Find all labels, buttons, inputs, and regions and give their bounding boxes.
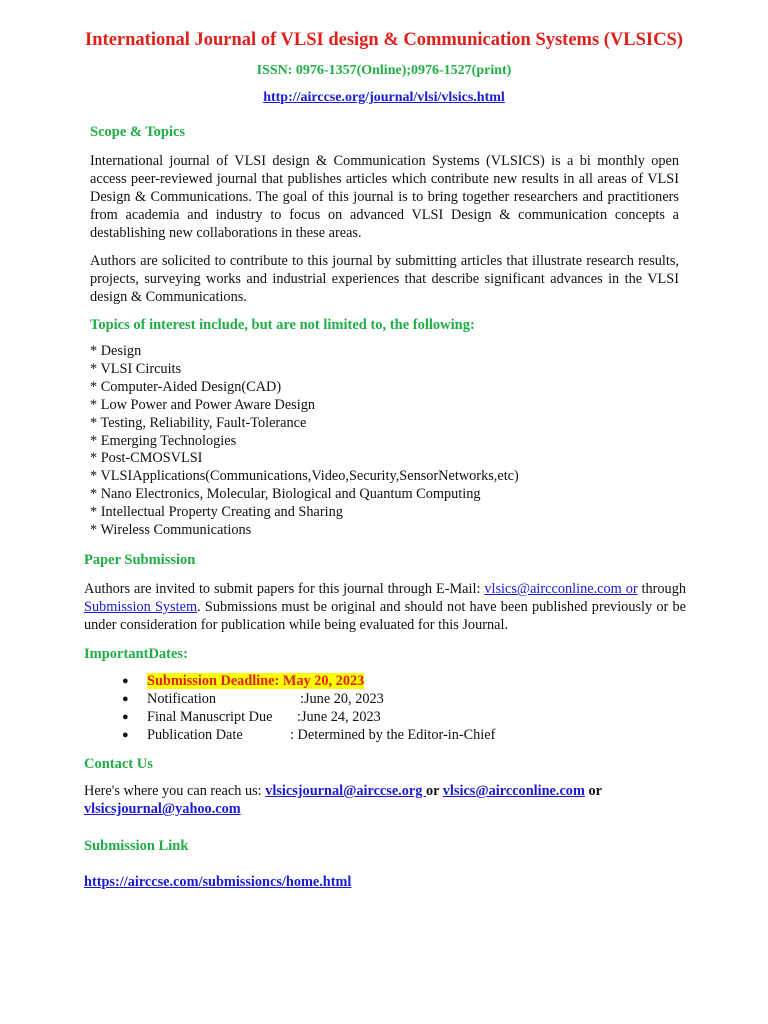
important-dates-list	[110, 672, 495, 744]
submission-heading: Paper Submission	[84, 552, 196, 568]
scope-paragraph-2: Authors are solicited to contribute to this journal by submitting articles that illustrate research results, projects, surveying works and industrial experiences that describe significant advances in the VLSI design & Communications.	[90, 253, 679, 305]
topics-heading: Topics of interest include, but are not limited to, the following:	[90, 317, 475, 333]
deadline-highlight: Submission Deadline: May 20, 2023	[147, 673, 365, 689]
journal-url-line	[0, 89, 768, 107]
contact-paragraph	[84, 782, 686, 818]
bullet-icon: ●	[122, 693, 129, 705]
topic-item: * Emerging Technologies	[90, 432, 237, 449]
topic-item: * Intellectual Property Creating and Sharing	[90, 504, 343, 521]
contact-email-1-link[interactable]: vlsicsjournal@airccse.org	[265, 783, 426, 799]
important-dates-heading: ImportantDates:	[84, 646, 188, 662]
contact-email-3-link[interactable]: vlsicsjournal@yahoo.com	[84, 801, 241, 817]
deadline-item	[110, 672, 495, 690]
topics-list	[90, 343, 519, 540]
bullet-icon: ●	[122, 675, 129, 687]
submission-paragraph	[84, 580, 686, 634]
topic-item: * Low Power and Power Aware Design	[90, 396, 316, 413]
submission-text-1: Authors are invited to submit papers for this journal through E-Mail:	[84, 581, 485, 597]
date-label: Publication Date	[147, 727, 243, 743]
topic-item: * VLSIApplications(Communications,Video,Security,SensorNetworks,etc)	[90, 468, 519, 485]
submission-link-line	[84, 873, 351, 891]
topic-item: * Post-CMOSVLSI	[90, 450, 203, 467]
date-value: : Determined by the Editor-in-Chief	[290, 727, 496, 743]
topic-item: * Wireless Communications	[90, 522, 252, 539]
submission-email-link[interactable]: vlsics@aircconline.com or	[484, 581, 638, 597]
topic-item: * Testing, Reliability, Fault-Tolerance	[90, 414, 307, 431]
topic-item: * Computer-Aided Design(CAD)	[90, 378, 282, 395]
date-label: Notification	[147, 691, 217, 707]
topic-item: * VLSI Circuits	[90, 360, 182, 377]
issn-line: ISSN: 0976-1357(Online);0976-1527(print)	[256, 63, 512, 78]
contact-email-2-link[interactable]: vlsics@aircconline.com	[442, 783, 585, 799]
date-value: :June 24, 2023	[297, 709, 381, 725]
bullet-icon: ●	[122, 729, 129, 741]
submission-text-2: through	[641, 581, 687, 597]
contact-intro: Here's where you can reach us:	[84, 783, 266, 799]
date-item	[110, 708, 495, 726]
contact-heading: Contact Us	[84, 756, 153, 772]
submission-text-3: . Submissions must be original and should not have been published previously or be under consideration for publication while being evaluated for this Journal.	[84, 599, 687, 633]
submission-system-link[interactable]: Submission System	[84, 599, 198, 615]
date-item	[110, 690, 495, 708]
contact-or-2: or	[584, 783, 602, 799]
bullet-icon: ●	[122, 711, 129, 723]
scope-heading: Scope & Topics	[90, 124, 186, 140]
topic-item: * Nano Electronics, Molecular, Biological and Quantum Computing	[90, 486, 481, 503]
date-label: Final Manuscript Due	[147, 709, 273, 725]
date-item	[110, 726, 495, 744]
journal-url-link[interactable]: http://airccse.org/journal/vlsi/vlsics.html	[263, 90, 505, 105]
topic-item: * Design	[90, 343, 142, 359]
journal-title: International Journal of VLSI design & Communication Systems (VLSICS)	[85, 30, 683, 50]
date-value: :June 20, 2023	[300, 691, 384, 707]
submission-url-link[interactable]: https://airccse.com/submissioncs/home.html	[84, 874, 352, 890]
submission-link-heading: Submission Link	[84, 838, 189, 854]
scope-paragraph-1: International journal of VLSI design & Communication Systems (VLSICS) is a bi monthly open access peer-reviewed journal that publishes articles which contribute new results in all areas of VLSI Design & Communications. The goal of this journal is to bring together researchers and practitioners from academia and industry to focus on advanced VLSI Design & communication concepts a destablishing new collaborations in these areas.	[90, 153, 679, 241]
contact-or-1: or	[425, 783, 443, 799]
